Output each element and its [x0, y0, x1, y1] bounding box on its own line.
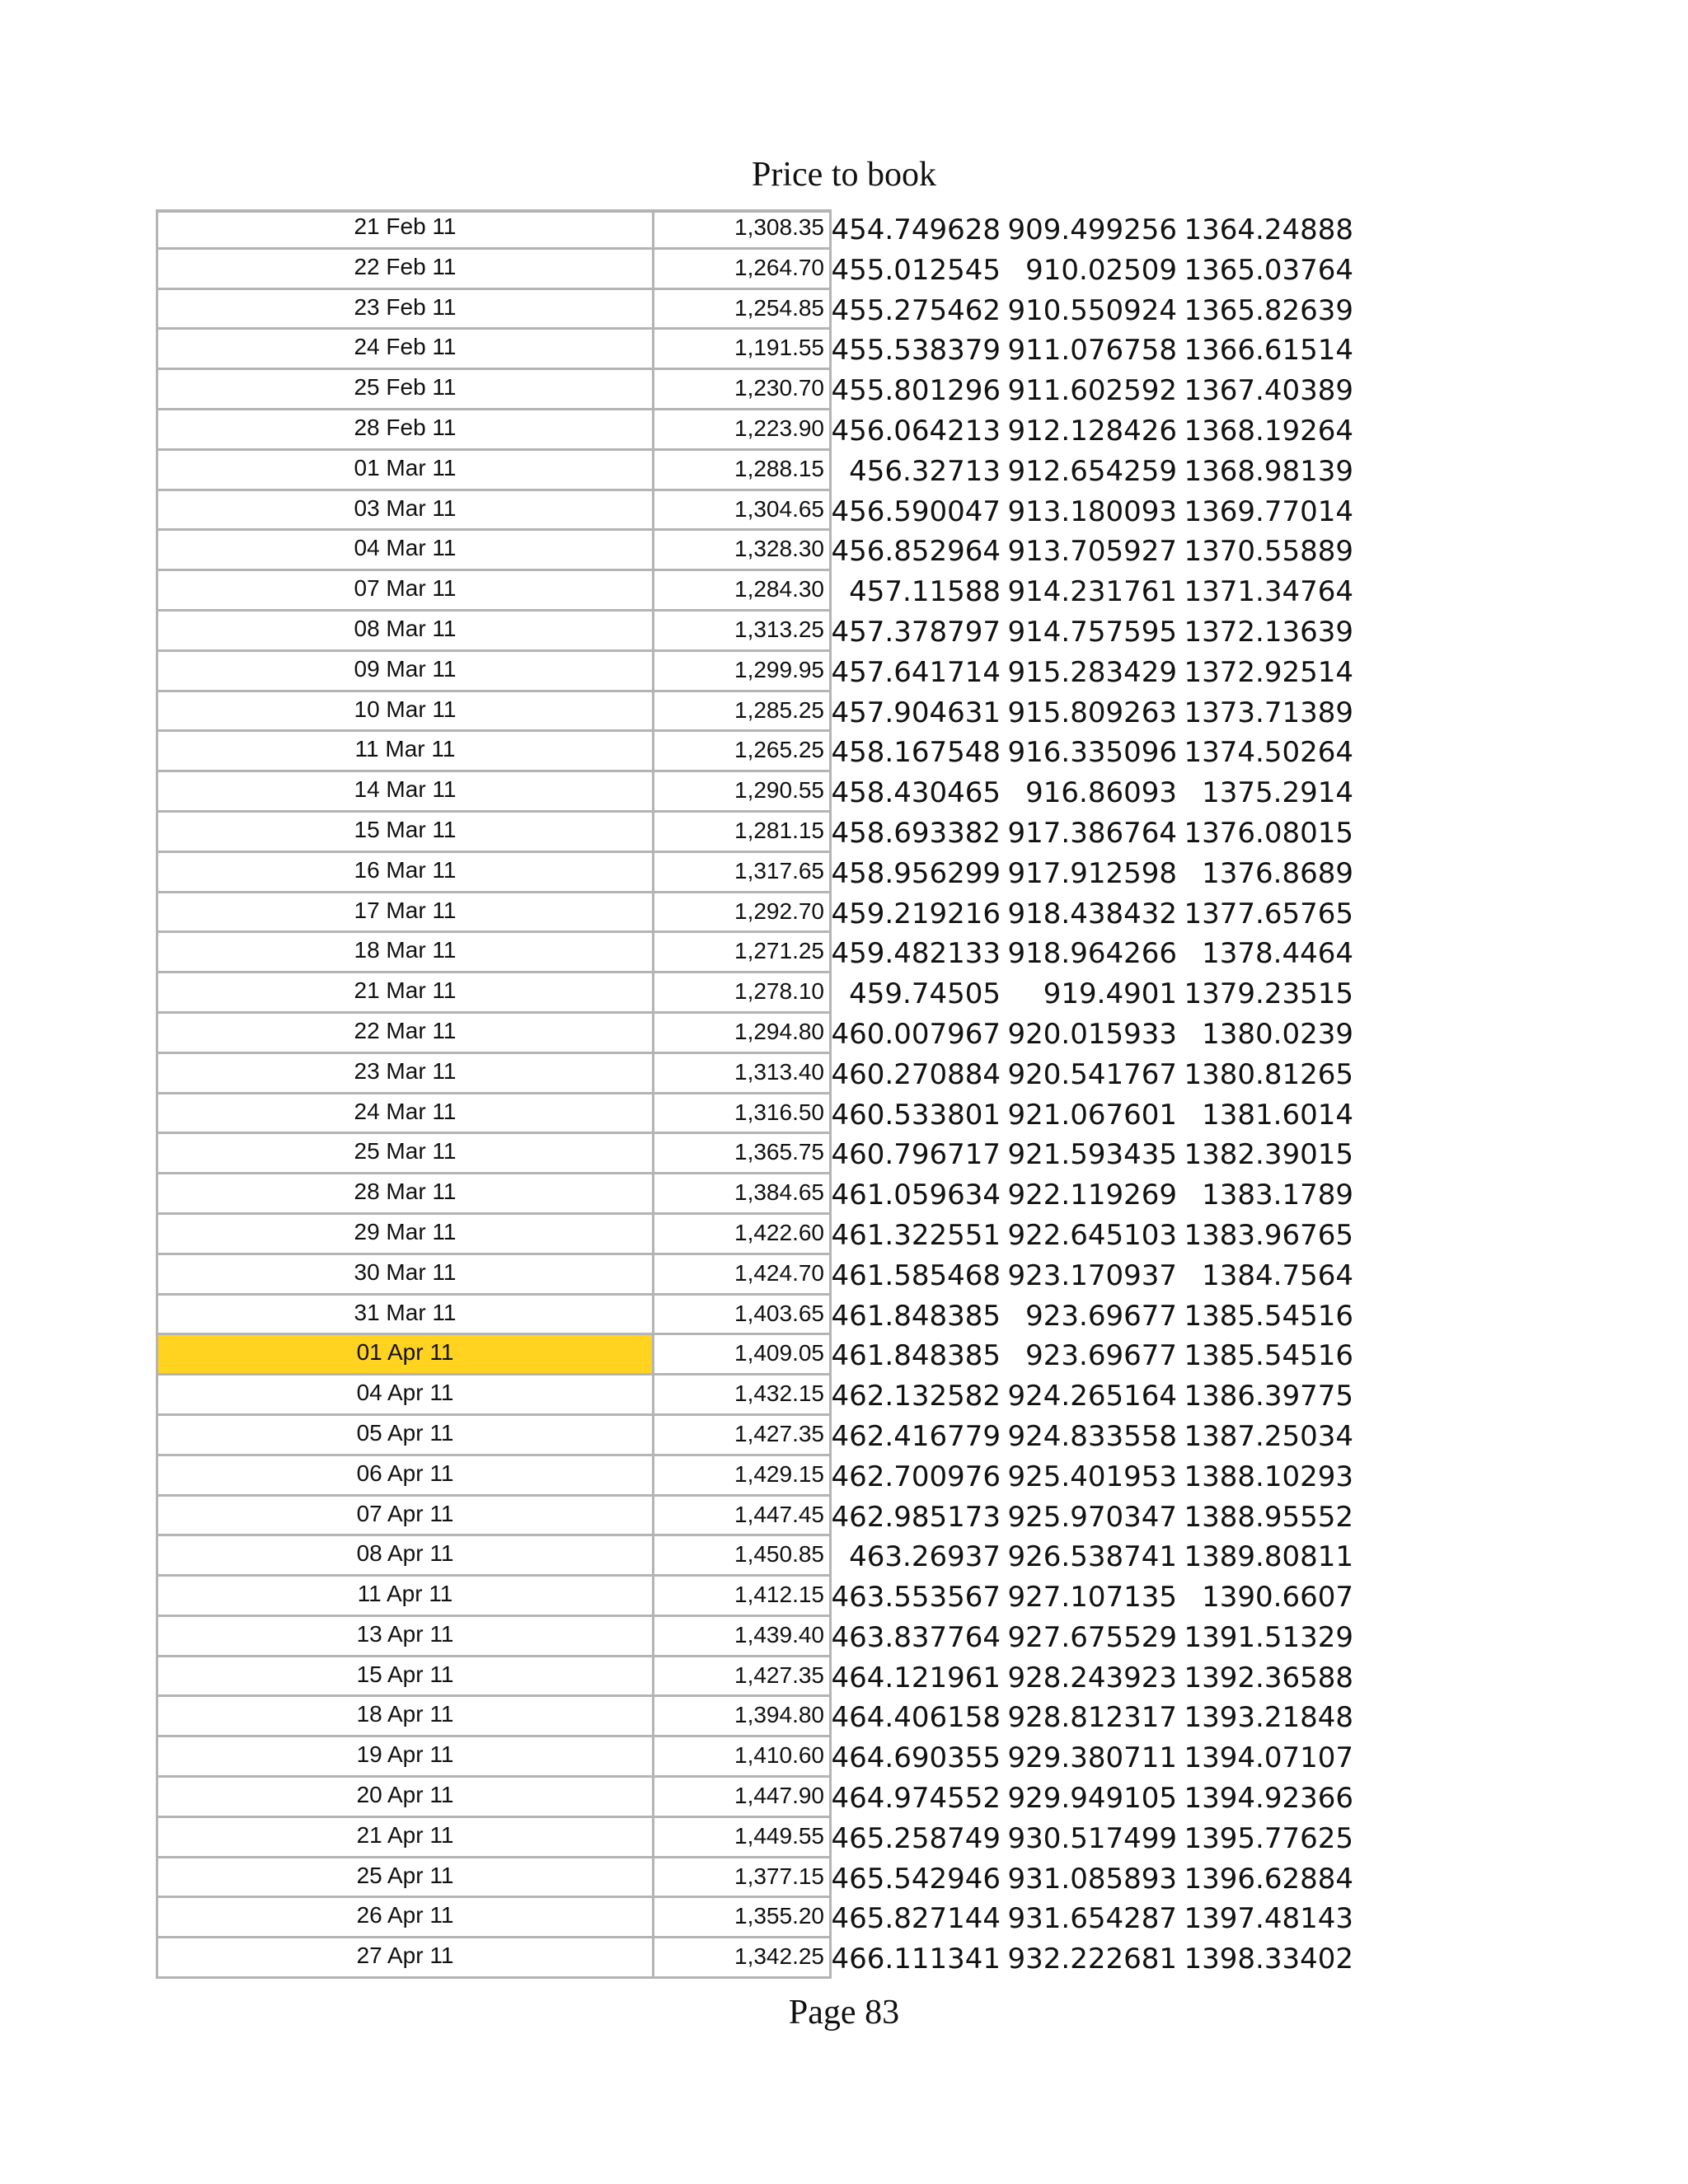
- value-2-cell: 923.69677: [1025, 1339, 1177, 1373]
- value-1-cell: 463.553567: [831, 1581, 1001, 1615]
- value-1-cell: 462.132582: [831, 1380, 1001, 1413]
- value-3-cell: 1389.80811: [1184, 1540, 1353, 1574]
- value-1-cell: 461.848385: [831, 1339, 1001, 1373]
- price-cell: 1,271.25: [654, 933, 829, 973]
- value-3-cell: 1365.03764: [1184, 253, 1353, 287]
- date-cell: 27 Apr 11: [158, 1938, 654, 1979]
- value-3-cell: 1377.65765: [1184, 897, 1353, 930]
- value-3-cell: 1372.92514: [1184, 655, 1353, 689]
- table-row: [0, 1818, 1688, 1858]
- value-3-cell: 1378.4464: [1202, 937, 1353, 971]
- date-cell: 22 Feb 11: [158, 250, 654, 290]
- value-3-cell: 1396.62884: [1184, 1862, 1353, 1896]
- price-table: [0, 209, 1688, 1979]
- value-2-cell: 925.401953: [1007, 1460, 1177, 1493]
- price-cell: 1,254.85: [654, 290, 829, 330]
- date-cell: 08 Mar 11: [158, 612, 654, 652]
- value-2-cell: 916.86093: [1025, 776, 1177, 810]
- value-3-cell: 1393.21848: [1184, 1701, 1353, 1735]
- value-1-cell: 462.416779: [831, 1419, 1001, 1453]
- value-3-cell: 1370.55889: [1184, 535, 1353, 569]
- date-cell: 09 Mar 11: [158, 652, 654, 692]
- price-cell: 1,308.35: [654, 209, 829, 250]
- value-3-cell: 1385.54516: [1184, 1339, 1353, 1373]
- value-2-cell: 918.964266: [1007, 937, 1177, 971]
- value-1-cell: 461.059634: [831, 1179, 1001, 1212]
- date-cell: 11 Apr 11: [158, 1577, 654, 1617]
- table-row: [0, 1577, 1688, 1617]
- value-3-cell: 1392.36588: [1184, 1661, 1353, 1694]
- value-1-cell: 461.585468: [831, 1258, 1001, 1292]
- value-2-cell: 915.809263: [1007, 696, 1177, 729]
- date-cell: 06 Apr 11: [158, 1456, 654, 1497]
- value-1-cell: 460.270884: [831, 1057, 1001, 1091]
- value-3-cell: 1368.98139: [1184, 454, 1353, 488]
- price-cell: 1,264.70: [654, 250, 829, 290]
- table-row: [0, 209, 1688, 250]
- value-3-cell: 1379.23515: [1184, 977, 1353, 1011]
- date-cell: 07 Apr 11: [158, 1497, 654, 1537]
- value-2-cell: 924.265164: [1007, 1380, 1177, 1413]
- value-2-cell: 919.4901: [1043, 977, 1177, 1011]
- table-row: [0, 491, 1688, 532]
- date-cell: 24 Feb 11: [158, 330, 654, 370]
- table-row: [0, 1215, 1688, 1255]
- price-cell: 1,316.50: [654, 1094, 829, 1135]
- price-cell: 1,230.70: [654, 370, 829, 410]
- date-cell: 14 Mar 11: [158, 772, 654, 813]
- price-cell: 1,377.15: [654, 1858, 829, 1899]
- price-cell: 1,328.30: [654, 531, 829, 571]
- date-cell: 26 Apr 11: [158, 1898, 654, 1938]
- value-2-cell: 914.231761: [1007, 575, 1177, 609]
- date-cell: 29 Mar 11: [158, 1215, 654, 1255]
- value-2-cell: 927.107135: [1007, 1581, 1177, 1615]
- value-1-cell: 458.693382: [831, 816, 1001, 850]
- price-cell: 1,313.25: [654, 612, 829, 652]
- value-2-cell: 921.067601: [1007, 1098, 1177, 1132]
- date-cell: 16 Mar 11: [158, 853, 654, 893]
- table-row: [0, 652, 1688, 692]
- table-row: [0, 1497, 1688, 1537]
- value-2-cell: 913.705927: [1007, 535, 1177, 569]
- value-2-cell: 916.335096: [1007, 736, 1177, 770]
- price-cell: 1,403.65: [654, 1296, 829, 1336]
- date-cell: 18 Mar 11: [158, 933, 654, 973]
- value-2-cell: 912.654259: [1007, 454, 1177, 488]
- date-cell: 17 Mar 11: [158, 893, 654, 934]
- value-1-cell: 459.482133: [831, 937, 1001, 971]
- table-row: [0, 1778, 1688, 1818]
- price-cell: 1,450.85: [654, 1536, 829, 1577]
- table-row: [0, 1697, 1688, 1737]
- price-cell: 1,285.25: [654, 692, 829, 733]
- value-1-cell: 456.32713: [849, 454, 1001, 488]
- table-row: [0, 692, 1688, 733]
- value-2-cell: 932.222681: [1007, 1943, 1177, 1976]
- value-2-cell: 918.438432: [1007, 897, 1177, 930]
- price-cell: 1,292.70: [654, 893, 829, 934]
- price-cell: 1,294.80: [654, 1014, 829, 1054]
- table-row: [0, 290, 1688, 330]
- value-3-cell: 1386.39775: [1184, 1380, 1353, 1413]
- date-cell: 05 Apr 11: [158, 1416, 654, 1456]
- value-2-cell: 921.593435: [1007, 1138, 1177, 1172]
- value-3-cell: 1394.07107: [1184, 1741, 1353, 1775]
- price-cell: 1,313.40: [654, 1054, 829, 1094]
- value-1-cell: 460.533801: [831, 1098, 1001, 1132]
- date-cell: 28 Feb 11: [158, 410, 654, 451]
- table-row: [0, 1456, 1688, 1497]
- value-1-cell: 454.749628: [831, 213, 1001, 246]
- value-2-cell: 931.654287: [1007, 1902, 1177, 1936]
- date-cell: 18 Apr 11: [158, 1697, 654, 1737]
- date-cell: 21 Apr 11: [158, 1818, 654, 1858]
- value-1-cell: 463.26937: [849, 1540, 1001, 1574]
- date-cell: 24 Mar 11: [158, 1094, 654, 1135]
- price-cell: 1,447.90: [654, 1778, 829, 1818]
- value-1-cell: 456.852964: [831, 535, 1001, 569]
- value-3-cell: 1375.2914: [1202, 776, 1353, 810]
- table-row: [0, 973, 1688, 1014]
- value-3-cell: 1367.40389: [1184, 374, 1353, 408]
- value-2-cell: 911.076758: [1007, 334, 1177, 368]
- price-cell: 1,288.15: [654, 451, 829, 491]
- price-cell: 1,427.35: [654, 1657, 829, 1698]
- price-cell: 1,422.60: [654, 1215, 829, 1255]
- value-1-cell: 457.904631: [831, 696, 1001, 729]
- value-1-cell: 458.167548: [831, 736, 1001, 770]
- value-3-cell: 1391.51329: [1184, 1620, 1353, 1654]
- value-1-cell: 463.837764: [831, 1620, 1001, 1654]
- table-row: [0, 1536, 1688, 1577]
- price-cell: 1,449.55: [654, 1818, 829, 1858]
- date-cell: 08 Apr 11: [158, 1536, 654, 1577]
- value-1-cell: 464.121961: [831, 1661, 1001, 1694]
- value-1-cell: 460.796717: [831, 1138, 1001, 1172]
- value-3-cell: 1380.81265: [1184, 1057, 1353, 1091]
- value-3-cell: 1382.39015: [1184, 1138, 1353, 1172]
- value-3-cell: 1369.77014: [1184, 494, 1353, 528]
- date-cell: 10 Mar 11: [158, 692, 654, 733]
- value-2-cell: 927.675529: [1007, 1620, 1177, 1654]
- value-2-cell: 929.380711: [1007, 1741, 1177, 1775]
- value-3-cell: 1383.1789: [1202, 1179, 1353, 1212]
- date-cell: 07 Mar 11: [158, 571, 654, 612]
- price-cell: 1,427.35: [654, 1416, 829, 1456]
- value-2-cell: 929.949105: [1007, 1782, 1177, 1816]
- value-3-cell: 1381.6014: [1202, 1098, 1353, 1132]
- value-3-cell: 1390.6607: [1202, 1581, 1353, 1615]
- price-cell: 1,304.65: [654, 491, 829, 532]
- table-row: [0, 370, 1688, 410]
- value-1-cell: 455.538379: [831, 334, 1001, 368]
- table-row: [0, 1174, 1688, 1215]
- value-1-cell: 462.700976: [831, 1460, 1001, 1493]
- value-2-cell: 928.243923: [1007, 1661, 1177, 1694]
- table-row: [0, 1335, 1688, 1376]
- value-1-cell: 461.848385: [831, 1299, 1001, 1333]
- price-cell: 1,265.25: [654, 732, 829, 772]
- value-3-cell: 1398.33402: [1184, 1943, 1353, 1976]
- value-1-cell: 457.378797: [831, 615, 1001, 649]
- table-row: [0, 1657, 1688, 1698]
- value-2-cell: 910.550924: [1007, 293, 1177, 327]
- date-cell: 15 Mar 11: [158, 813, 654, 853]
- table-row: [0, 1134, 1688, 1174]
- date-cell: 25 Mar 11: [158, 1134, 654, 1174]
- date-cell: 04 Apr 11: [158, 1376, 654, 1416]
- table-row: [0, 853, 1688, 893]
- value-1-cell: 465.542946: [831, 1862, 1001, 1896]
- table-row: [0, 1296, 1688, 1336]
- table-row: [0, 571, 1688, 612]
- date-cell: 11 Mar 11: [158, 732, 654, 772]
- value-3-cell: 1383.96765: [1184, 1218, 1353, 1252]
- date-cell: 31 Mar 11: [158, 1296, 654, 1336]
- table-row: [0, 1416, 1688, 1456]
- table-row: [0, 612, 1688, 652]
- value-2-cell: 917.386764: [1007, 816, 1177, 850]
- value-3-cell: 1366.61514: [1184, 334, 1353, 368]
- value-3-cell: 1394.92366: [1184, 1782, 1353, 1816]
- date-cell: 28 Mar 11: [158, 1174, 654, 1215]
- price-cell: 1,342.25: [654, 1938, 829, 1979]
- value-3-cell: 1374.50264: [1184, 736, 1353, 770]
- page-number: Page 83: [788, 1994, 900, 2032]
- value-1-cell: 464.406158: [831, 1701, 1001, 1735]
- value-3-cell: 1380.0239: [1202, 1017, 1353, 1051]
- table-row: [0, 1014, 1688, 1054]
- value-1-cell: 458.430465: [831, 776, 1001, 810]
- value-1-cell: 457.641714: [831, 655, 1001, 689]
- value-2-cell: 925.970347: [1007, 1500, 1177, 1534]
- value-3-cell: 1365.82639: [1184, 293, 1353, 327]
- date-cell: 15 Apr 11: [158, 1657, 654, 1698]
- table-row: [0, 1858, 1688, 1899]
- price-cell: 1,429.15: [654, 1456, 829, 1497]
- value-1-cell: 466.111341: [831, 1943, 1001, 1976]
- price-cell: 1,290.55: [654, 772, 829, 813]
- table-row: [0, 1054, 1688, 1094]
- value-2-cell: 926.538741: [1007, 1540, 1177, 1574]
- date-cell: 03 Mar 11: [158, 491, 654, 532]
- value-1-cell: 459.74505: [849, 977, 1001, 1011]
- date-cell: 01 Mar 11: [158, 451, 654, 491]
- table-row: [0, 1898, 1688, 1938]
- table-row: [0, 330, 1688, 370]
- price-cell: 1,447.45: [654, 1497, 829, 1537]
- value-1-cell: 464.690355: [831, 1741, 1001, 1775]
- price-cell: 1,278.10: [654, 973, 829, 1014]
- value-2-cell: 931.085893: [1007, 1862, 1177, 1896]
- date-cell: 20 Apr 11: [158, 1778, 654, 1818]
- value-2-cell: 914.757595: [1007, 615, 1177, 649]
- date-cell: 13 Apr 11: [158, 1617, 654, 1657]
- value-2-cell: 923.69677: [1025, 1299, 1177, 1333]
- value-2-cell: 930.517499: [1007, 1821, 1177, 1855]
- table-row: [0, 732, 1688, 772]
- price-cell: 1,365.75: [654, 1134, 829, 1174]
- price-cell: 1,281.15: [654, 813, 829, 853]
- date-cell: 30 Mar 11: [158, 1255, 654, 1296]
- value-3-cell: 1395.77625: [1184, 1821, 1353, 1855]
- date-cell: 01 Apr 11: [158, 1335, 654, 1376]
- table-row: [0, 410, 1688, 451]
- table-row: [0, 451, 1688, 491]
- value-2-cell: 923.170937: [1007, 1258, 1177, 1292]
- price-cell: 1,394.80: [654, 1697, 829, 1737]
- value-3-cell: 1388.10293: [1184, 1460, 1353, 1493]
- price-cell: 1,223.90: [654, 410, 829, 451]
- value-1-cell: 461.322551: [831, 1218, 1001, 1252]
- value-1-cell: 457.11588: [849, 575, 1001, 609]
- value-2-cell: 924.833558: [1007, 1419, 1177, 1453]
- price-cell: 1,191.55: [654, 330, 829, 370]
- value-1-cell: 456.064213: [831, 414, 1001, 448]
- date-cell: 22 Mar 11: [158, 1014, 654, 1054]
- price-cell: 1,355.20: [654, 1898, 829, 1938]
- price-cell: 1,410.60: [654, 1737, 829, 1778]
- price-cell: 1,284.30: [654, 571, 829, 612]
- page-title: Price to book: [752, 156, 936, 194]
- value-1-cell: 456.590047: [831, 494, 1001, 528]
- value-1-cell: 462.985173: [831, 1500, 1001, 1534]
- date-cell: 23 Feb 11: [158, 290, 654, 330]
- table-row: [0, 1617, 1688, 1657]
- value-3-cell: 1387.25034: [1184, 1419, 1353, 1453]
- value-1-cell: 464.974552: [831, 1782, 1001, 1816]
- value-3-cell: 1388.95552: [1184, 1500, 1353, 1534]
- date-cell: 21 Feb 11: [158, 209, 654, 250]
- value-1-cell: 459.219216: [831, 897, 1001, 930]
- value-2-cell: 913.180093: [1007, 494, 1177, 528]
- value-2-cell: 922.645103: [1007, 1218, 1177, 1252]
- value-3-cell: 1373.71389: [1184, 696, 1353, 729]
- table-row: [0, 933, 1688, 973]
- date-cell: 23 Mar 11: [158, 1054, 654, 1094]
- value-1-cell: 465.258749: [831, 1821, 1001, 1855]
- price-cell: 1,299.95: [654, 652, 829, 692]
- price-cell: 1,317.65: [654, 853, 829, 893]
- value-1-cell: 460.007967: [831, 1017, 1001, 1051]
- date-cell: 21 Mar 11: [158, 973, 654, 1014]
- value-3-cell: 1376.8689: [1202, 856, 1353, 890]
- value-3-cell: 1376.08015: [1184, 816, 1353, 850]
- date-cell: 19 Apr 11: [158, 1737, 654, 1778]
- table-row: [0, 893, 1688, 934]
- value-2-cell: 922.119269: [1007, 1179, 1177, 1212]
- value-1-cell: 458.956299: [831, 856, 1001, 890]
- table-row: [0, 250, 1688, 290]
- value-3-cell: 1385.54516: [1184, 1299, 1353, 1333]
- price-cell: 1,432.15: [654, 1376, 829, 1416]
- date-cell: 04 Mar 11: [158, 531, 654, 571]
- table-row: [0, 1938, 1688, 1979]
- value-2-cell: 909.499256: [1007, 213, 1177, 246]
- table-row: [0, 1094, 1688, 1135]
- value-2-cell: 912.128426: [1007, 414, 1177, 448]
- value-3-cell: 1368.19264: [1184, 414, 1353, 448]
- date-cell: 25 Apr 11: [158, 1858, 654, 1899]
- table-row: [0, 813, 1688, 853]
- date-cell: 25 Feb 11: [158, 370, 654, 410]
- value-2-cell: 920.541767: [1007, 1057, 1177, 1091]
- value-2-cell: 911.602592: [1007, 374, 1177, 408]
- price-cell: 1,439.40: [654, 1617, 829, 1657]
- table-row: [0, 772, 1688, 813]
- value-3-cell: 1372.13639: [1184, 615, 1353, 649]
- value-2-cell: 920.015933: [1007, 1017, 1177, 1051]
- value-2-cell: 917.912598: [1007, 856, 1177, 890]
- value-2-cell: 910.02509: [1025, 253, 1177, 287]
- table-row: [0, 1376, 1688, 1416]
- value-2-cell: 928.812317: [1007, 1701, 1177, 1735]
- table-row: [0, 1737, 1688, 1778]
- table-row: [0, 531, 1688, 571]
- value-1-cell: 465.827144: [831, 1902, 1001, 1936]
- table-row: [0, 1255, 1688, 1296]
- price-cell: 1,412.15: [654, 1577, 829, 1617]
- value-1-cell: 455.012545: [831, 253, 1001, 287]
- value-1-cell: 455.275462: [831, 293, 1001, 327]
- price-cell: 1,424.70: [654, 1255, 829, 1296]
- value-3-cell: 1397.48143: [1184, 1902, 1353, 1936]
- value-2-cell: 915.283429: [1007, 655, 1177, 689]
- price-cell: 1,384.65: [654, 1174, 829, 1215]
- price-cell: 1,409.05: [654, 1335, 829, 1376]
- value-1-cell: 455.801296: [831, 374, 1001, 408]
- value-3-cell: 1364.24888: [1184, 213, 1353, 246]
- value-3-cell: 1384.7564: [1202, 1258, 1353, 1292]
- value-3-cell: 1371.34764: [1184, 575, 1353, 609]
